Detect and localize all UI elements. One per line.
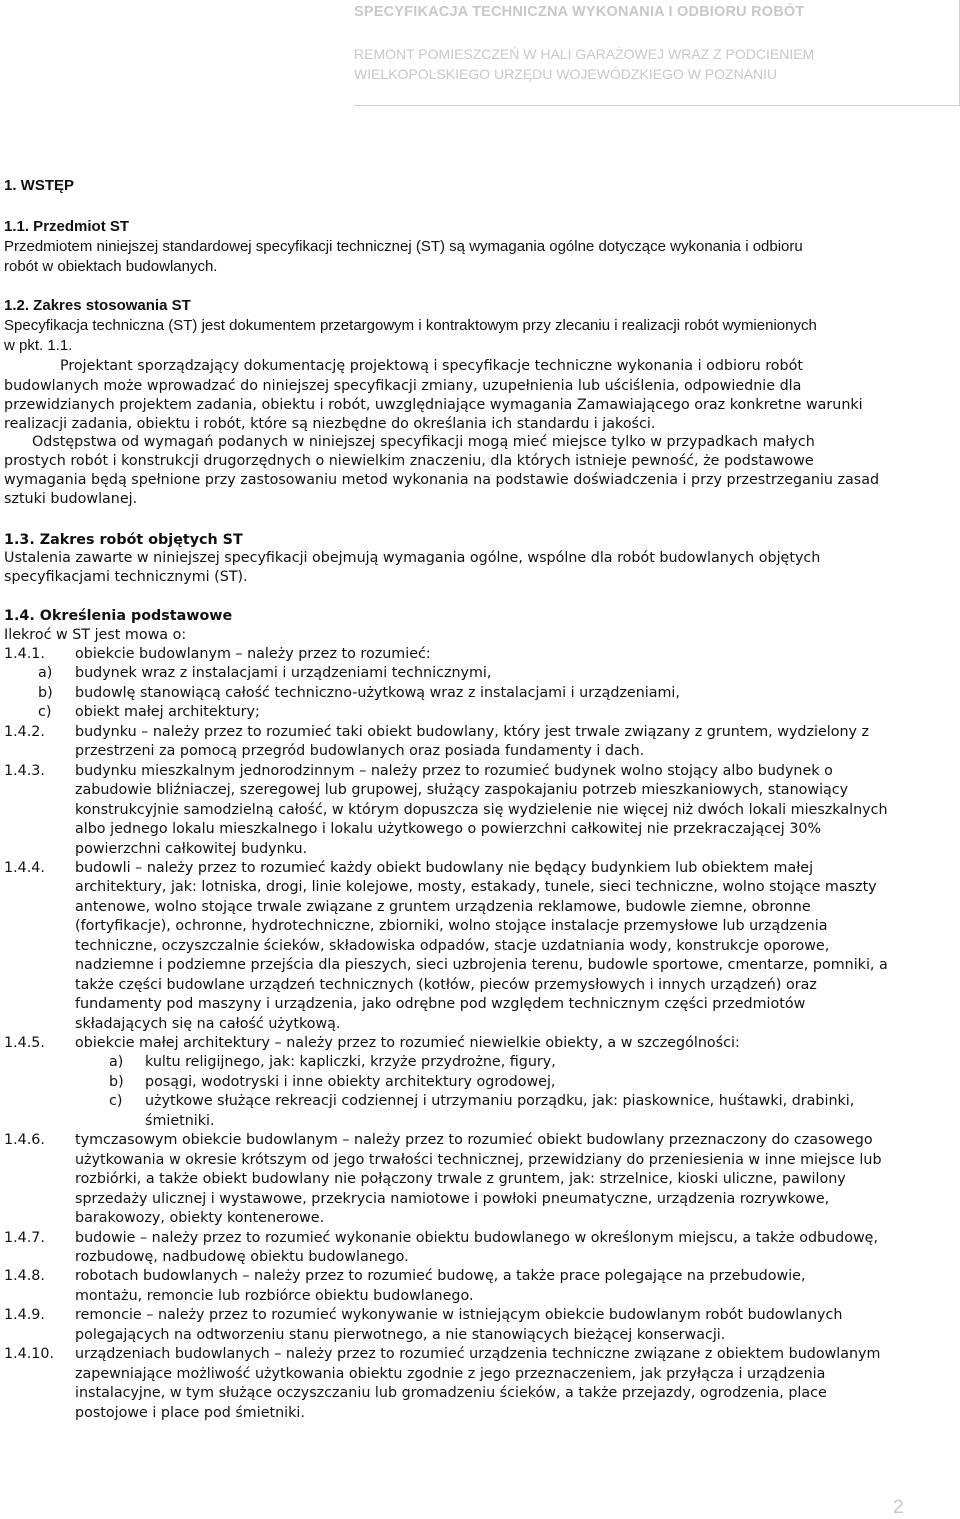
definition-text-line: budowie – należy przez to rozumieć wykonanie obiektu budowlanego w określonym miejscu, a także odbudowę, — [75, 1229, 879, 1246]
sub-item-text-line: posągi, wodotryski i inne obiekty architektury ogrodowej, — [145, 1073, 556, 1090]
paragraph-line: robót w obiektach budowlanych. — [4, 258, 218, 275]
definition-text-line: obiekcie budowlanym – należy przez to rozumieć: — [75, 646, 431, 662]
sub-item-marker: b) — [109, 1073, 124, 1090]
definition-number: 1.4.8. — [4, 1268, 45, 1285]
definition-text-line: albo jednego lokalu mieszkalnego i lokalu użytkowego o powierzchni całkowitej nie przekraczającej 30% — [75, 821, 822, 838]
definition-text-line: zabudowie bliźniaczej, szeregowej lub grupowej, służący zaspokajaniu potrzeb mieszkaniowych, stanowiący — [75, 782, 849, 799]
definition-text-line: urządzeniach budowlanych – należy przez to rozumieć urządzenia techniczne związane z obiektem budowlanym — [75, 1346, 881, 1363]
definition-number: 1.4.10. — [4, 1346, 55, 1363]
definition-number: 1.4.2. — [4, 723, 45, 740]
sub-item-marker: c) — [38, 704, 52, 721]
definition-text-line: architektury, jak: lotniska, drogi, linie kolejowe, mosty, estakady, tunele, sieci techniczne, wolno stojące maszty — [75, 879, 877, 896]
definition-text-line: konstrukcyjnie samodzielną całość, w którym dopuszcza się wydzielenie nie więcej niż dwóch lokali mieszkalnych — [75, 801, 888, 818]
definitions-intro: Ilekroć w ST jest mowa o: — [4, 627, 187, 643]
paragraph-line: Specyfikacja techniczna (ST) jest dokumentem przetargowym i kontraktowym przy zlecaniu i realizacji robót wymienionych — [4, 317, 817, 334]
definition-number: 1.4.9. — [4, 1307, 45, 1324]
paragraph-line: Odstępstwa od wymagań podanych w niniejszej specyfikacji mogą mieć miejsce tylko w przypadkach małych — [32, 434, 815, 450]
paragraph-line: budowlanych może wprowadzać do niniejszej specyfikacji zmiany, uzupełnienia lub uściślenia, odpowiednie dla — [4, 378, 802, 394]
definition-text-line: postojowe i place pod śmietniki. — [75, 1404, 305, 1421]
sub-item-text-line: budowlę stanowiącą całość techniczno-użytkową wraz z instalacjami i urządzeniami, — [75, 684, 680, 701]
sub-item-text-line: śmietniki. — [145, 1112, 215, 1129]
header-title: SPECYFIKACJA TECHNICZNA WYKONANIA I ODBIORU ROBÓT — [354, 4, 805, 20]
definition-text-line: zapewniające możliwość użytkowania obiektu zgodnie z jego przeznaczeniem, jak przyłącza i urządzenia — [75, 1365, 826, 1382]
definition-text-line: rozbiórki, a także obiekt budowlany nie połączony trwale z gruntem, jak: strzelnice, kioski uliczne, pawilony — [75, 1171, 846, 1188]
definition-text-line: tymczasowym obiekcie budowlanym – należy przez to rozumieć obiekt budowlany przeznaczony do czasowego — [75, 1132, 873, 1149]
sub-item-text-line: użytkowe służące rekreacji codziennej i utrzymaniu porządku, jak: piaskownice, huśtawki, drabinki, — [145, 1093, 855, 1110]
paragraph-line: specyfikacjami technicznymi (ST). — [4, 569, 248, 585]
definition-text-line: budynku mieszkalnym jednorodzinnym – należy przez to rozumieć budynek wolno stojący albo budynek o — [75, 762, 833, 779]
definition-text-line: fundamenty pod maszyny i urządzenia, jako odrębne pod względem technicznym części przedmiotów — [75, 996, 806, 1013]
definition-number: 1.4.4. — [4, 859, 45, 876]
section-heading-1-4: 1.4. Określenia podstawowe — [4, 608, 233, 624]
paragraph-line: przewidzianych projektem zadania, obiektu i robót, uwzględniające wymagania Zamawiającego oraz konkretne warunki — [4, 397, 863, 413]
definition-text-line: polegających na odtworzeniu stanu pierwotnego, a nie stanowiących bieżącej konserwacji. — [75, 1326, 726, 1343]
paragraph-line: w pkt. 1.1. — [4, 337, 73, 354]
definition-text-line: przestrzeni za pomocą przegród budowlanych oraz posiada fundamenty i dach. — [75, 743, 645, 760]
sub-item-text-line: kultu religijnego, jak: kapliczki, krzyże przydrożne, figury, — [145, 1054, 556, 1071]
definition-text-line: budowli – należy przez to rozumieć każdy obiekt budowlany nie będący budynkiem lub obiektem małej — [75, 859, 814, 876]
definition-text-line: rozbudowę, nadbudowę obiektu budowlanego. — [75, 1248, 409, 1265]
sub-item-text-line: budynek wraz z instalacjami i urządzeniami technicznymi, — [75, 665, 492, 682]
definition-text-line: remoncie – należy przez to rozumieć wykonywanie w istniejącym obiekcie budowlanym robót budowlanych — [75, 1307, 843, 1324]
definition-text-line: sprzedaży ulicznej i wystawowe, przekrycia namiotowe i powłoki pneumatyczne, urządzenia rozrywkowe, — [75, 1190, 830, 1207]
definition-text-line: (fortyfikacje), ochronne, hydrotechniczne, zbiorniki, wolno stojące instalacje przemysłowe lub urządzenia — [75, 918, 828, 935]
page-header — [354, 0, 960, 106]
paragraph-line: Ustalenia zawarte w niniejszej specyfikacji obejmują wymagania ogólne, wspólne dla robót budowlanych objętych — [4, 550, 821, 566]
paragraph-line: realizacji zadania, obiektu i robót, które są niezbędne do określania ich standardu i jakości. — [4, 416, 656, 432]
paragraph-line: Projektant sporządzający dokumentację projektową i specyfikacje techniczne wykonania i odbioru robót — [60, 358, 803, 374]
section-heading-1: 1. WSTĘP — [4, 177, 75, 194]
section-heading-1-3: 1.3. Zakres robót objętych ST — [4, 532, 243, 548]
definition-text-line: barakowozy, obiekty kontenerowe. — [75, 1210, 325, 1227]
section-heading-1-2: 1.2. Zakres stosowania ST — [4, 297, 191, 314]
definition-number: 1.4.6. — [4, 1132, 45, 1149]
paragraph-line: sztuki budowlanej. — [4, 491, 138, 507]
paragraph-line: wymagania będą spełnione przy zastosowaniu metod wykonania na podstawie doświadczenia i przy przestrzeganiu zasad — [4, 472, 880, 488]
paragraph-line: Przedmiotem niniejszej standardowej specyfikacji technicznej (ST) są wymagania ogólne dotyczące wykonania i odbioru — [4, 238, 803, 255]
sub-item-marker: a) — [38, 665, 53, 682]
definition-text-line: montażu, remoncie lub rozbiórce obiektu budowlanego. — [75, 1287, 474, 1304]
definition-text-line: antenowe, wolno stojące trwale związane z gruntem urządzenia reklamowe, budowle ziemne, obronne — [75, 898, 811, 915]
sub-item-marker: b) — [38, 684, 53, 701]
sub-item-text-line: obiekt małej architektury; — [75, 704, 260, 721]
definition-number: 1.4.7. — [4, 1229, 45, 1246]
definition-number: 1.4.1. — [4, 646, 45, 662]
sub-item-marker: a) — [109, 1054, 124, 1071]
page-number: 2 — [893, 1497, 904, 1518]
definition-text-line: składających się na całość użytkową. — [75, 1015, 341, 1032]
definition-text-line: użytkowania w okresie krótszym od jego trwałości technicznej, przewidziany do przeniesienia w inne miejsce lub — [75, 1151, 882, 1168]
definition-text-line: techniczne, oczyszczalnie ścieków, składowiska odpadów, stacje uzdatniania wody, konstrukcje oporowe, — [75, 937, 830, 954]
definition-text-line: robotach budowlanych – należy przez to rozumieć budowę, a także prace polegające na przebudowie, — [75, 1268, 806, 1285]
definition-number: 1.4.3. — [4, 762, 45, 779]
section-heading-1-1: 1.1. Przedmiot ST — [4, 218, 130, 235]
definition-text-line: instalacyjne, w tym służące oczyszczaniu lub gromadzeniu ścieków, a także przejazdy, ogrodzenia, place — [75, 1385, 827, 1402]
header-subtitle-2: WIELKOPOLSKIEGO URZĘDU WOJEWÓDZKIEGO W POZNANIU — [354, 66, 778, 82]
definition-number: 1.4.5. — [4, 1035, 45, 1051]
definition-text-line: powierzchni całkowitej budynku. — [75, 840, 308, 857]
definition-text-line: nadziemne i podziemne przejścia dla pieszych, sieci uzbrojenia terenu, budowle sportowe, cmentarze, pomniki, a — [75, 957, 888, 974]
definition-text-line: budynku – należy przez to rozumieć taki obiekt budowlany, który jest trwale związany z gruntem, wydzielony z — [75, 723, 870, 740]
definition-text-line: obiekcie małej architektury – należy przez to rozumieć niewielkie obiekty, a w szczególności: — [75, 1035, 740, 1051]
header-subtitle-1: REMONT POMIESZCZEŃ W HALI GARAŻOWEJ WRAZ Z PODCIENIEM — [354, 46, 815, 62]
paragraph-line: prostych robót i konstrukcji drugorzędnych o niewielkim znaczeniu, dla których istnieje pewność, że podstawowe — [4, 453, 814, 469]
sub-item-marker: c) — [109, 1093, 123, 1110]
definition-text-line: także części budowlane urządzeń technicznych (kotłów, pieców przemysłowych i innych urządzeń) oraz — [75, 976, 817, 993]
